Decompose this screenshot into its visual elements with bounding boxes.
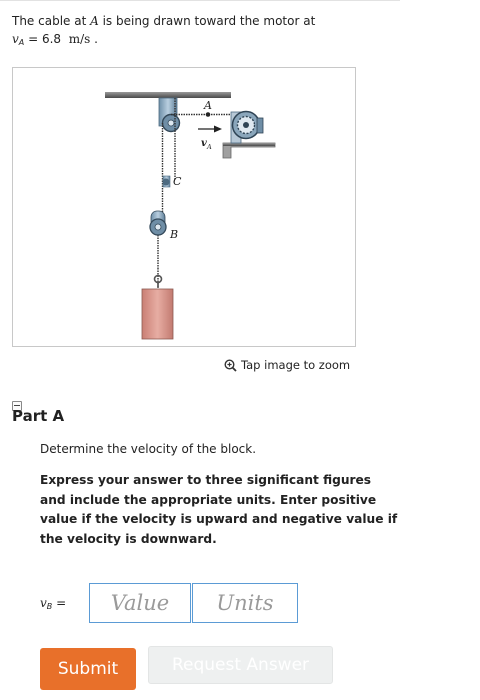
label-va: v — [201, 138, 207, 149]
label-c: C — [173, 175, 182, 188]
top-divider — [0, 0, 400, 1]
motor-support — [223, 143, 275, 158]
given-velocity-value: 6.8 — [41, 32, 62, 46]
part-title: Part A — [12, 407, 65, 425]
block — [142, 289, 173, 339]
problem-statement — [12, 12, 412, 52]
point-a-marker — [198, 112, 222, 132]
zoom-label: Tap image to zoom — [241, 358, 351, 372]
pulley-b — [150, 211, 166, 235]
label-a: A — [204, 99, 212, 112]
units-input[interactable] — [192, 583, 298, 623]
pulley-figure[interactable] — [12, 67, 356, 347]
motor — [231, 112, 263, 144]
problem-line-2: $v_A = 6.8$ m/s . — [12, 32, 98, 47]
label-va-sub: A — [207, 143, 212, 151]
problem-line-1: The cable at A is being drawn toward the motor at — [12, 14, 316, 28]
zoom-in-icon — [224, 359, 237, 372]
ceiling — [105, 92, 231, 98]
label-b: B — [170, 228, 179, 241]
question-prompt: Determine the velocity of the block. — [40, 442, 257, 456]
value-input[interactable] — [89, 583, 191, 623]
submit-button[interactable]: Submit — [40, 648, 136, 690]
tap-to-zoom-link[interactable] — [224, 358, 350, 372]
var-a: A — [90, 14, 99, 28]
answer-instructions: Express your answer to three significant figures and include the appropriate units. Enter positive value if the velocity is upward and negative value if the velocity is downward. — [40, 473, 398, 546]
pulley-diagram — [13, 68, 355, 346]
answer-label: $v_B$ = — [40, 596, 67, 611]
given-velocity-units: m/s — [68, 32, 91, 46]
pulley-c — [163, 176, 171, 187]
request-answer-button[interactable]: Request Answer — [148, 646, 333, 684]
hook — [155, 276, 162, 289]
